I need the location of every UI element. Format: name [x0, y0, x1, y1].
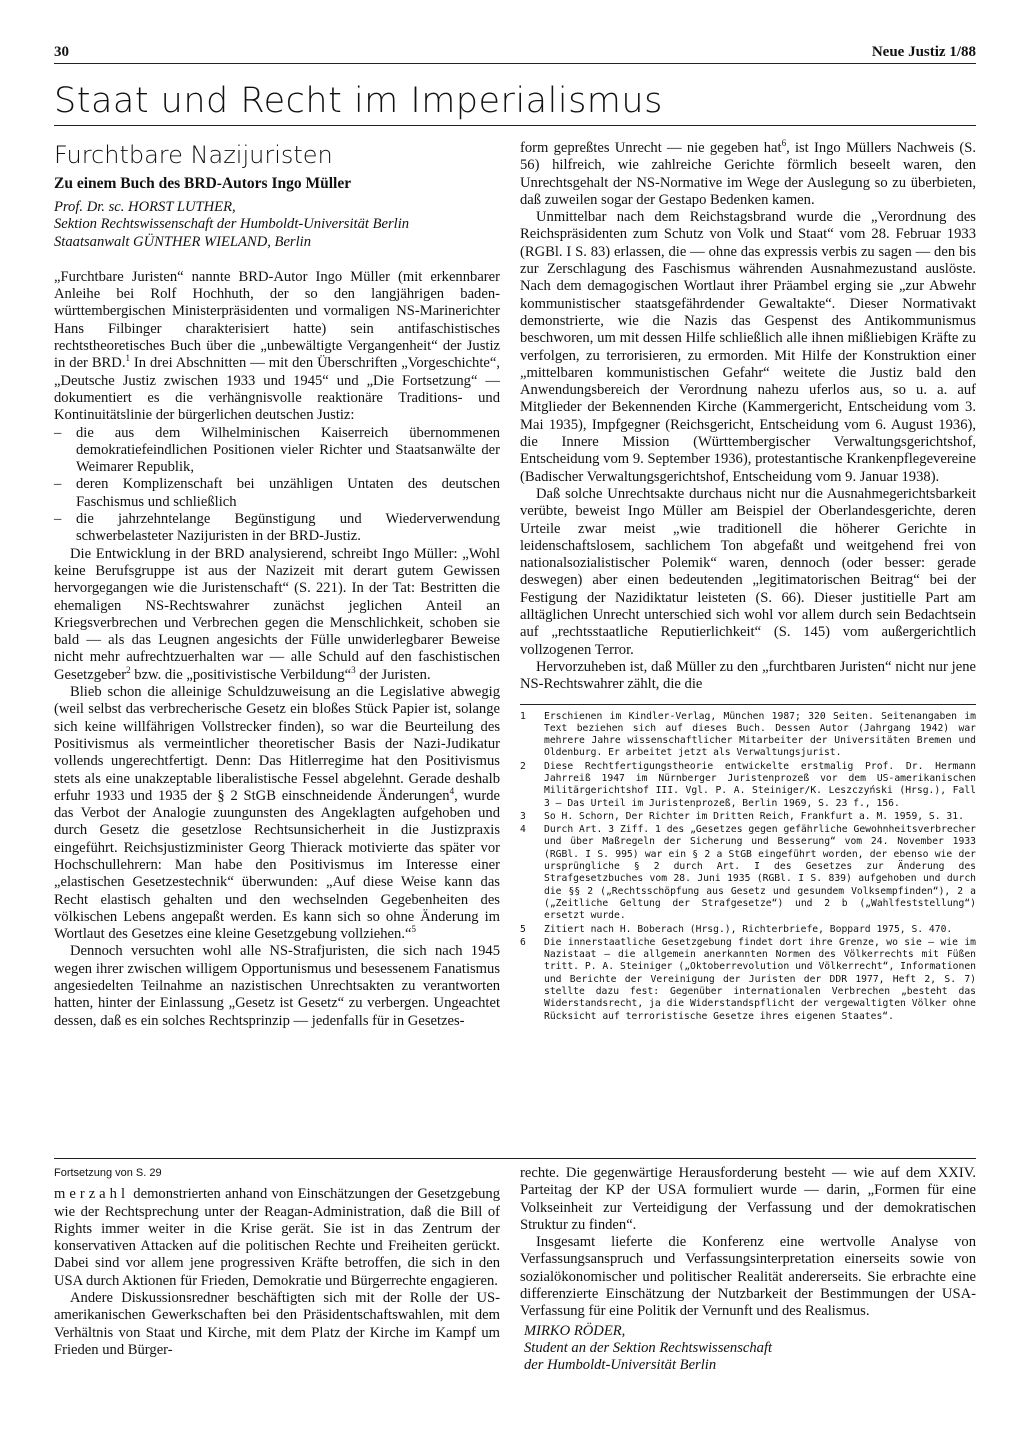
paragraph: „Furchtbare Juristen“ nannte BRD-Autor Ingo Müller (mit erkennbarer Anleihe bei Rolf Hochhuth, der so den langjährigen baden-württembergischen Ministerpräsidenten und vormaligen NS-Marinerichter Hans Filbinger charakterisiert hatte) sein antifaschistisches rechtstheoretisches Buch über die „unbewältigte Vergangenheit“ der Justiz in der BRD.$^1$ In drei Abschnitten — mit den Überschriften „Vorgeschichte“, „Deutsche Justiz zwischen 1933 und 1945“ und „Die Fortsetzung“ — dokumentiert es die verhängnisvolle reaktionäre Traditions- und Kontinuitätslinie der bürgerlichen deutschen Justiz:: [54, 268, 500, 424]
footnote: 1 Erschienen im Kindler-Verlag, München 1987; 320 Seiten. Seitenangaben im Text beziehen sich auf dieses Buch. Dessen Autor (Jahrgang 1942) war mehrere Jahre wissenschaftlicher Mitarbeiter der Universitäten Bremen und Oldenburg. Er arbeitet jetzt als Verwaltungsjurist.: [520, 710, 976, 759]
paragraph: Dennoch versuchten wohl alle NS-Strafjuristen, die sich nach 1945 wegen ihrer zwischen willigem Opportunismus und besessenem Fanatismus angesiedelten Teilnahme an nazistischen Unrechtsakten zu verantworten hatten, hinter der Einlassung „Gesetz ist Gesetz“ zu verbergen. Ungeachtet dessen, daß es ein solches Rechtsprinzip — jedenfalls für in Gesetzes-: [54, 943, 500, 1029]
paragraph: form gepreßtes Unrecht — nie gegeben hat$^6$, ist Ingo Müllers Nachweis (S. 56) hilfreich, wie zahlreiche Gerichte förmlich beseelt waren, den Unrechtsgehalt der NS-Normative im Wege der Auslegung so zu überbieten, daß zuweilen sogar der Gestapo Bedenken kamen.: [520, 138, 976, 208]
paragraph: merzahl demonstrierten anhand von Einschätzungen der Gesetzgebung wie der Rechtsprechung unter der Reagan-Administration, daß die Bill of Rights immer weiter in die Krise gerät. Sie ist in das Zentrum der konservativen Attacken auf die politischen Rechte und Freiheiten gerückt. Dabei sind vor allem jene progressiven Kräfte betroffen, die sich in den USA durch Aktionen für Frieden, Demokratie und Bürgerrechte engagieren.: [54, 1186, 500, 1289]
dash-list: [54, 425, 500, 546]
paragraph: Insgesamt lieferte die Konferenz eine wertvolle Analyse von Verfassungsanspruch und Verfassungsinterpretation einerseits sowie von sozialökonomischer und politischer Realität andererseits. Sie erbrachte eine differenzierte Einschätzung der Nutzbarkeit der Bestimmungen der USA-Verfassung für eine Politik der Vernunft und des Realismus.: [520, 1234, 976, 1320]
continued-from-label: Fortsetzung von S. 29: [54, 1167, 162, 1179]
journal-issue: Neue Justiz 1/88: [871, 44, 976, 60]
signoff-affiliation: der Humboldt-Universität Berlin: [524, 1357, 717, 1374]
author-line-3: Staatsanwalt GÜNTHER WIELAND, Berlin: [54, 233, 312, 250]
continuation-right-column: [520, 1165, 976, 1375]
page-header: [54, 44, 976, 64]
footnote-ref: 1: [125, 353, 130, 364]
footnotes: [520, 704, 976, 1023]
paragraph: Andere Diskussionsredner beschäftigten sich mit der Rolle der US-amerikanischen Gewerkschaften bei den Präsidentschaftswahlen, mit dem Verhältnis von Staat und Kirche, mit dem Platz der Kirche im Kampf um Frieden und Bürger-: [54, 1290, 500, 1358]
footnote: 2 Diese Rechtfertigungstheorie entwickelte erstmalig Prof. Dr. Hermann Jahrreiß 1947 im Nürnberger Juristenprozeß vor dem US-amerikanischen Militärgerichtshof III. Vgl. P. A. Steiniger/K. Leszczyński (Hrsg.), Fall 3 – Das Urteil im Juristenprozeß, Berlin 1969, S. 23 f., 156.: [520, 760, 976, 809]
list-item: – deren Komplizenschaft bei unzähligen Untaten des deutschen Faschismus und schließlich: [54, 476, 500, 511]
footnote-ref: 6: [781, 138, 787, 149]
list-item: – die aus dem Wilhelminischen Kaiserreich übernommenen demokratiefeindlichen Positionen vieler Richter und Staatsanwälte der Weimarer Republik,: [54, 425, 500, 477]
footnote: 5 Zitiert nach H. Boberach (Hrsg.), Richterbriefe, Boppard 1975, S. 470.: [520, 923, 953, 935]
article-subtitle: Zu einem Buch des BRD-Autors Ingo Müller: [54, 175, 352, 192]
paragraph: Daß solche Unrechtsakte durchaus nicht nur die Ausnahmegerichtsbarkeit verübte, beweist Ingo Müller am Beispiel der Oberlandesgerichte, deren Urteile zwar meist „wie traditionell die höherer Gerichte in leidenschaftslosem, sachlichem Ton abgefaßt und weitgehend frei von nationalsozialistischer Polemik“ waren, dennoch (oder besser: gerade deswegen) aber einen bedeutenden „legitimatorischen Beitrag“ bei der Festigung der Nazidiktatur leisteten (S. 66). Dieser justitielle Part am alltäglichen Unrecht unterschied sich wohl vor allem durch sein Bedachtsein auf „rechtsstaatliche Reputierlichkeit“ (S. 145) vom außergerichtlich vollzogenen Terror.: [520, 485, 976, 658]
list-item: – die jahrzehntelange Begünstigung und Wiederverwendung schwerbelasteter Nazijuristen in der BRD-Justiz.: [54, 511, 500, 546]
footnote: 3 So H. Schorn, Der Richter im Dritten Reich, Frankfurt a. M. 1959, S. 31.: [520, 810, 964, 822]
section-title: Staat und Recht im Imperialismus: [54, 80, 976, 126]
paragraph: Unmittelbar nach dem Reichstagsbrand wurde die „Verordnung des Reichspräsidenten zum Schutz von Volk und Staat“ vom 28. Februar 1933 (RGBl. I S. 83) erlassen, die — ohne das expressis verbis zu sagen — den bis zur Zerschlagung des Faschismus währenden Ausnahmezustand auslöste. Nach dem demagogischen Wortlaut ihrer Präambel erging sie „zur Abwehr kommunistischer staatsgefährdender Gewaltakte“. Dieser Normativakt demonstrierte, wie die Nazis das Gespenst des Antikommunismus beschworen, um mit dessen Hilfe schließlich alle ihnen mißliebigen Kräfte zu verfolgen, zu terrorisieren, zu ermorden. Mit Hilfe der Konstruktion einer „mittelbaren kommunistischen Gefahr“ weitete die Justiz bald den Anwendungsbereich der Verordnung nahezu uferlos aus, so u. a. auf Mitglieder der Bekennenden Kirche (Kammergericht, Entscheidung vom 3. Mai 1935), Impfgegner (Reichsgericht, Entscheidung vom 6. August 1936), die Innere Mission (Württembergischer Verwaltungsgerichtshof, Entscheidung vom 9. September 1936), protestantische Krankenpflegevereine (Badischer Verwaltungsgerichtshof, Entscheidung vom 9. Januar 1938).: [520, 209, 976, 485]
author-line-1: Prof. Dr. sc. HORST LUTHER,: [54, 199, 236, 215]
author-block: [54, 199, 500, 251]
author-line-2: Sektion Rechtswissenschaft der Humboldt-Universität Berlin: [54, 216, 410, 233]
paragraph: Hervorzuheben ist, daß Müller zu den „furchtbaren Juristen“ nicht nur jene NS-Rechtswahrer zählt, die die: [520, 658, 976, 693]
article-title: Furchtbare Nazijuristen: [54, 141, 333, 169]
signoff-role: Student an der Sektion Rechtswissenschaft: [524, 1339, 773, 1356]
paragraph: Blieb schon die alleinige Schuldzuweisung an die Legislative abwegig (weil selbst das verbrecherische Gesetz ein bloßes Stück Papier ist, solange sich keine willfährigen Vollstrecker finden), so war die Beurteilung des Positivismus als vermeintlicher theoretischer Basis der Nazi-Judikatur vollends ungerechtfertigt. Denn: Das Hitlerregime hat den Positivismus stets als eine unakzeptable liberalistische Fessel abgelehnt. Gerade deshalb erfuhr 1933 und 1935 der § 2 StGB einschneidende Änderungen$^4$, wurde das Verbot der Analogie zuungunsten des Angeklagten aufgehoben und durch Gesetz die gesetzlose Rechtsunsicherheit in die Justizpraxis eingeführt. Reichsjustizminister Georg Thierack motivierte das später vor Hochschullehrern: Man habe den Positivismus im Interesse einer „elastischen Gesetzestechnik“ überwunden: „Auf diese Weise kann das Recht elastisch gehalten und den wechselnden Gegebenheiten des völkischen Lebens angepaßt werden. Es kann sich so ohne Änderung im Wortlaut des Gesetzes eine kleine Gesetzgebung vollziehen.“$^5$: [54, 684, 500, 943]
paragraph: Die Entwicklung in der BRD analysierend, schreibt Ingo Müller: „Wohl keine Berufsgruppe ist aus der Nazizeit mit derart gutem Gewissen hervorgegangen wie die Juristenschaft“ (S. 221). In der Tat: Bestritten die ehemaligen NS-Rechtswahrer zunächst jeglichen Anteil an Kriegsverbrechen und Verbrechen gegen die Menschlichkeit, schoben sie bald — als das Leugnen angesichts der Fülle unwiderlegbarer Beweise nicht mehr aufrechtzuerhalten war — alle Schuld auf den faschistischen Gesetzgeber$^2$ bzw. die „positivistische Verbildung“$^3$ der Juristen.: [54, 545, 500, 683]
page-number: 30: [54, 44, 69, 60]
article-left-column: [54, 140, 500, 1030]
signoff-name: MIRKO RÖDER,: [524, 1322, 626, 1339]
footnote-ref: 2: [126, 664, 131, 675]
footnote: 4 Durch Art. 3 Ziff. 1 des „Gesetzes gegen gefährliche Gewohnheitsverbrecher und über Maßregeln der Sicherung und Besserung“ vom 24. November 1933 (RGBl. I S. 995) war ein § 2 a StGB eingeführt worden, der ebenso wie der ursprüngliche § 2 durch Art. I des Gesetzes zur Änderung des Strafgesetzbuches vom 28. Juni 1935 (RGBl. I S. 839) aufgehoben und durch die §§ 2 („Rechtsschöpfung aus Gesetz und gesundem Volksempfinden“), 2 a („Zeitliche Geltung der Strafgesetze“) und 2 b („Wahlfeststellung“) ersetzt wurde.: [520, 824, 976, 922]
author-signoff: [520, 1323, 976, 1375]
paragraph: rechte. Die gegenwärtige Herausforderung besteht — wie auf dem XXIV. Parteitag der KP der USA formuliert wurde — darin, „Formen für eine Volkseinheit zur Verteidigung der Verfassung und der demokratischen Struktur zu finden“.: [520, 1165, 976, 1233]
footnote-ref: 5: [411, 924, 416, 935]
footnote-ref: 4: [449, 785, 455, 796]
footnote: 6 Die innerstaatliche Gesetzgebung findet dort ihre Grenze, wo sie – wie im Nazistaat – die allgemein anerkannten Normen des Völkerrechts mit Füßen tritt. P. A. Steiniger („Oktoberrevolution und Völkerrecht“, Informationen und Berichte der Vereinigung der Juristen der DDR 1977, Heft 2, S. 7) stellte dazu fest: Gegenüber internationalen Verbrechen „besteht das Widerstandsrecht, ja die Widerstandspflicht der vergewaltigten Völker ohne Rücksicht auf terroristische Gesetze ihres eigenen Staates“.: [520, 936, 976, 1022]
article-separator: [54, 1158, 976, 1159]
footnote-ref: 3: [351, 664, 356, 675]
article-right-column: [520, 140, 976, 1024]
continuation-left-column: [54, 1165, 500, 1359]
